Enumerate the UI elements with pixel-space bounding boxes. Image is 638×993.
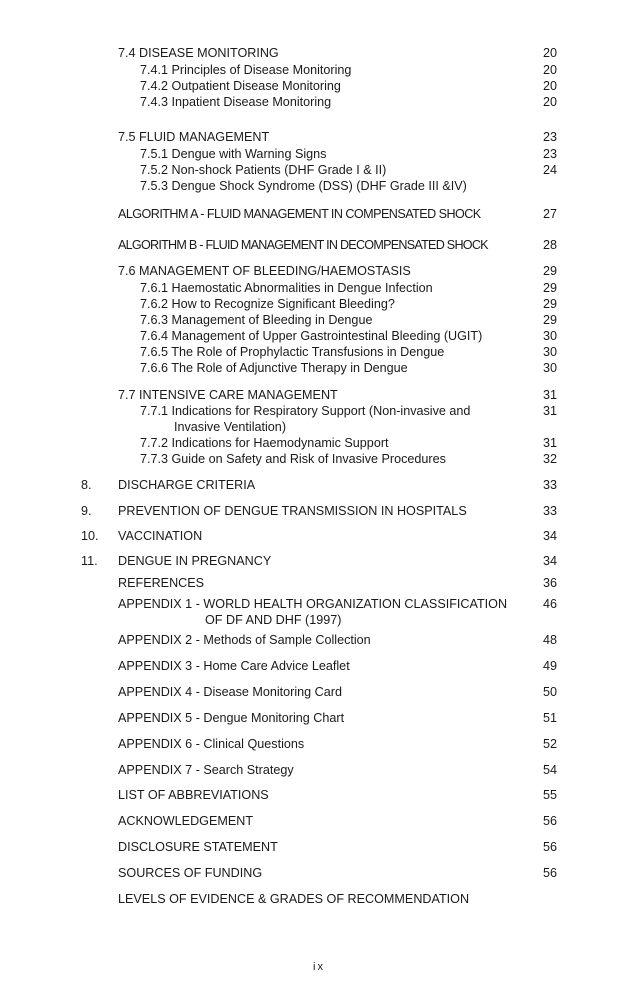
toc-entry xyxy=(0,78,638,94)
toc-entry xyxy=(0,736,638,752)
toc-entry xyxy=(0,312,638,328)
entry-title: 7.6.4 Management of Upper Gastrointestinal Bleeding (UGIT) xyxy=(140,329,483,343)
entry-page: 20 xyxy=(542,63,557,77)
entry-page: 24 xyxy=(542,163,557,177)
toc-entry xyxy=(0,477,638,493)
toc-entry xyxy=(0,206,638,222)
entry-title: DISCLOSURE STATEMENT xyxy=(118,840,278,854)
entry-title: SOURCES OF FUNDING xyxy=(118,866,263,880)
entry-title: ALGORITHM B - FLUID MANAGEMENT IN DECOMPENSATED SHOCK xyxy=(118,238,488,252)
entry-page: 54 xyxy=(542,763,557,777)
entry-page: 48 xyxy=(542,633,557,647)
toc-entry xyxy=(0,263,638,279)
entry-title: 7.5.1 Dengue with Warning Signs xyxy=(140,147,327,161)
entry-title: APPENDIX 7 - Search Strategy xyxy=(118,763,294,777)
entry-title: 7.5.2 Non-shock Patients (DHF Grade I & II) xyxy=(140,163,387,177)
toc-entry xyxy=(0,45,638,61)
toc-entry xyxy=(0,146,638,162)
entry-title: APPENDIX 4 - Disease Monitoring Card xyxy=(118,685,342,699)
entry-page: 52 xyxy=(542,737,557,751)
toc-entry xyxy=(0,528,638,544)
entry-page: 20 xyxy=(542,79,557,93)
entry-title: 7.5.3 Dengue Shock Syndrome (DSS) (DHF Grade III &IV) xyxy=(140,179,467,193)
entry-title: 7.5 FLUID MANAGEMENT xyxy=(118,130,270,144)
entry-title: REFERENCES xyxy=(118,576,205,590)
entry-title-continuation: Invasive Ventilation) xyxy=(174,420,287,434)
entry-title-continuation: OF DF AND DHF (1997) xyxy=(205,613,342,627)
entry-title: ALGORITHM A - FLUID MANAGEMENT IN COMPENSATED SHOCK xyxy=(118,207,481,221)
entry-number: 8. xyxy=(81,478,92,492)
toc-entry xyxy=(0,839,638,855)
entry-title: 7.7.3 Guide on Safety and Risk of Invasive Procedures xyxy=(140,452,446,466)
entry-title: 7.4.1 Principles of Disease Monitoring xyxy=(140,63,352,77)
entry-page: 29 xyxy=(542,264,557,278)
entry-page: 36 xyxy=(542,576,557,590)
entry-page: 56 xyxy=(542,866,557,880)
toc-entry xyxy=(0,162,638,178)
entry-page: 28 xyxy=(542,238,557,252)
toc-entry xyxy=(0,387,638,403)
toc-entry xyxy=(0,237,638,253)
page-number: ix xyxy=(313,961,325,973)
entry-title: 7.7.1 Indications for Respiratory Support (Non-invasive and xyxy=(140,404,471,418)
toc-entry xyxy=(0,296,638,312)
toc-entry xyxy=(0,684,638,700)
entry-page: 29 xyxy=(542,281,557,295)
entry-page: 55 xyxy=(542,788,557,802)
entry-page: 31 xyxy=(542,436,557,450)
toc-entry xyxy=(0,865,638,881)
toc-entry xyxy=(0,360,638,376)
entry-page: 34 xyxy=(542,529,557,543)
toc-entry xyxy=(0,710,638,726)
toc-entry xyxy=(0,787,638,803)
entry-number: 10. xyxy=(81,529,99,543)
entry-title: APPENDIX 2 - Methods of Sample Collection xyxy=(118,633,371,647)
entry-title: VACCINATION xyxy=(118,529,203,543)
entry-title: 7.4.2 Outpatient Disease Monitoring xyxy=(140,79,341,93)
entry-page: 51 xyxy=(542,711,557,725)
entry-page: 30 xyxy=(542,329,557,343)
entry-page: 34 xyxy=(542,554,557,568)
entry-title: APPENDIX 6 - Clinical Questions xyxy=(118,737,305,751)
entry-title: 7.7 INTENSIVE CARE MANAGEMENT xyxy=(118,388,338,402)
entry-title: 7.6.3 Management of Bleeding in Dengue xyxy=(140,313,373,327)
entry-title: 7.6.6 The Role of Adjunctive Therapy in Dengue xyxy=(140,361,408,375)
entry-page: 29 xyxy=(542,313,557,327)
entry-title: 7.6.2 How to Recognize Significant Bleeding? xyxy=(140,297,395,311)
toc-entry xyxy=(0,344,638,360)
entry-title: LIST OF ABBREVIATIONS xyxy=(118,788,269,802)
entry-title: LEVELS OF EVIDENCE & GRADES OF RECOMMENDATION xyxy=(118,892,470,906)
entry-title: 7.6.5 The Role of Prophylactic Transfusions in Dengue xyxy=(140,345,445,359)
entry-title: 7.4 DISEASE MONITORING xyxy=(118,46,279,60)
toc-entry xyxy=(0,435,638,451)
toc-entry xyxy=(0,280,638,296)
entry-page: 31 xyxy=(542,388,557,402)
entry-page: 31 xyxy=(542,404,557,418)
entry-page: 20 xyxy=(542,95,557,109)
entry-page: 32 xyxy=(542,452,557,466)
entry-page: 33 xyxy=(542,504,557,518)
entry-title: APPENDIX 3 - Home Care Advice Leaflet xyxy=(118,659,350,673)
entry-page: 29 xyxy=(542,297,557,311)
toc-entry xyxy=(0,553,638,569)
entry-page: 46 xyxy=(542,597,557,611)
entry-title: 7.6.1 Haemostatic Abnormalities in Dengue Infection xyxy=(140,281,433,295)
entry-title: 7.4.3 Inpatient Disease Monitoring xyxy=(140,95,332,109)
entry-page: 27 xyxy=(542,207,557,221)
toc-entry xyxy=(0,403,638,419)
toc-entry xyxy=(0,94,638,110)
entry-page: 30 xyxy=(542,345,557,359)
toc-entry xyxy=(0,129,638,145)
toc-entry xyxy=(0,632,638,648)
entry-number: 11. xyxy=(81,554,98,568)
entry-title: DENGUE IN PREGNANCY xyxy=(118,554,272,568)
toc-entry xyxy=(0,451,638,467)
entry-title: APPENDIX 5 - Dengue Monitoring Chart xyxy=(118,711,345,725)
toc-entry xyxy=(0,328,638,344)
entry-page: 56 xyxy=(542,840,557,854)
entry-page: 49 xyxy=(542,659,557,673)
entry-page: 50 xyxy=(542,685,557,699)
entry-title: DISCHARGE CRITERIA xyxy=(118,478,256,492)
toc-entry xyxy=(0,813,638,829)
entry-title: 7.6 MANAGEMENT OF BLEEDING/HAEMOSTASIS xyxy=(118,264,411,278)
toc-entry xyxy=(0,503,638,519)
entry-page: 20 xyxy=(542,46,557,60)
entry-title: APPENDIX 1 - WORLD HEALTH ORGANIZATION CLASSIFICATION xyxy=(118,597,508,611)
entry-page: 23 xyxy=(542,147,557,161)
entry-page: 56 xyxy=(542,814,557,828)
entry-title: ACKNOWLEDGEMENT xyxy=(118,814,254,828)
entry-number: 9. xyxy=(81,504,92,518)
toc-entry xyxy=(0,62,638,78)
entry-page: 23 xyxy=(542,130,557,144)
toc-entry xyxy=(0,891,638,907)
toc-entry xyxy=(0,178,638,194)
toc-entry xyxy=(0,762,638,778)
toc-entry xyxy=(0,658,638,674)
entry-title: 7.7.2 Indications for Haemodynamic Support xyxy=(140,436,389,450)
toc-entry xyxy=(0,596,638,612)
entry-title: PREVENTION OF DENGUE TRANSMISSION IN HOSPITALS xyxy=(118,504,467,518)
entry-page: 30 xyxy=(542,361,557,375)
toc-entry xyxy=(0,575,638,591)
entry-page: 33 xyxy=(542,478,557,492)
